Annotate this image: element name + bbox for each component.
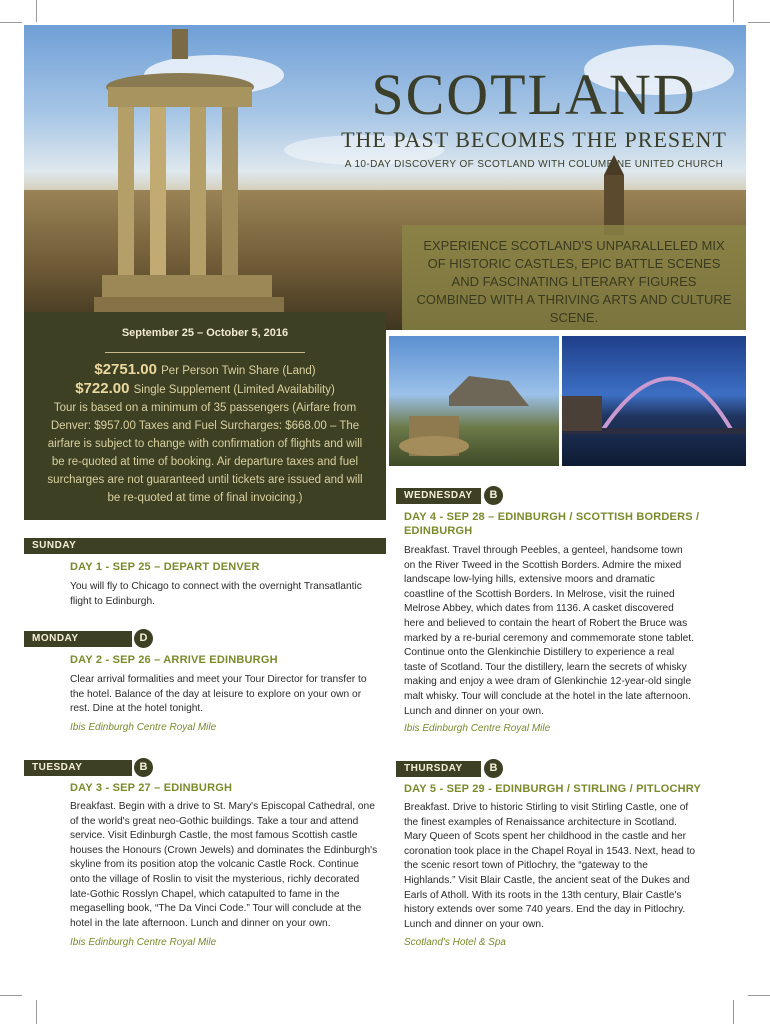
meal-badge-thursday: B [484,759,503,778]
day2-hotel: Ibis Edinburgh Centre Royal Mile [70,722,217,733]
single-price-label: Single Supplement (Limited Availability) [133,384,335,396]
monument-illustration [94,25,294,325]
crop-mark [748,995,770,996]
single-price: $722.00 [75,380,130,397]
day4-body: Breakfast. Travel through Peebles, a genteel, handsome town on the River Tweed in the Scottish Borders. Admire the mixed landscape low-lying hills, extensive moors and dramatic coastline of the Scottish Borders. In Melrose, visit the ruined Melrose Abbey, which dates from 1136. A casket discovered here and believed to contain the heart of Robert the Bruce was marked by a re-burial ceremony and commemorate stone tablet. Continue onto the Glenkinchie Distillery to experience a real taste of Scotland. Tour the distillery, learn the secrets of whisky making and enjoy a wee dram of Glenkinchie 12-year-old single malt whisky. Tour will conclude at the hotel in the late afternoon. Lunch and dinner on your own. [404,545,694,717]
page-tagline: A 10-DAY DISCOVERY OF SCOTLAND WITH COLUMBINE UNITED CHURCH [344,159,724,170]
day2-body: Clear arrival formalities and meet your Tour Director for transfer to the hotel. Balance of the day at leisure to explore on your own or rest. Dine at the hotel tonight. [70,674,367,715]
twin-price-label: Per Person Twin Share (Land) [161,365,316,377]
day5-heading: DAY 5 - SEP 29 - EDINBURGH / STIRLING / PITLOCHRY [404,783,702,795]
crop-mark [0,22,22,23]
meal-badge-wednesday: B [484,486,503,505]
day1-heading: DAY 1 - SEP 25 – DEPART DENVER [70,561,260,573]
castle-photo [389,336,559,466]
title-block [334,62,734,170]
meal-badge-tuesday: B [134,758,153,777]
weekday-bar-wednesday: WEDNESDAY [396,488,481,504]
crop-mark [36,1000,37,1024]
crop-mark [748,22,770,23]
day3-body: Breakfast. Begin with a drive to St. Mary's Episcopal Cathedral, one of the world's great neo-Gothic buildings. Take a tour and attend service. Visit Edinburgh Castle, the most famous Scottish castle houses the Honours (Crown Jewels) and dominates the Edinburgh's skyline from its position atop the volcanic Castle Rock. Continue onto the village of Roslin to visit the mysterious, richly decorated late-Gothic Rosslyn Chapel, which catapulted to fame in the megaselling book, “The Da Vinci Code.” Tour will conclude at the hotel in the late afternoon. Lunch and dinner on your own. [70,801,378,929]
twin-price-line [24,361,386,380]
meal-badge-monday: D [134,629,153,648]
divider [105,352,305,353]
day5-hotel: Scotland's Hotel & Spa [404,937,506,948]
weekday-bar-tuesday: TUESDAY [24,760,132,776]
crop-mark [36,0,37,22]
day5-body: Breakfast. Drive to historic Stirling to visit Stirling Castle, one of the finest examples of Renaissance architecture in Scotland. Mary Queen of Scots spent her childhood in the castle and her coronation took place in the Chapel Royal in 1543. Next, head to the scenic resort town of Pitlochry, the “gateway to the Highlands.” Visit Blair Castle, the ancient seat of the Dukes and Earls of Atholl. With its roots in the 13th century, Blair Castle's history extends over some 740 years. End the day in Pitlochry. Lunch and dinner on your own. [404,802,696,930]
bridge-illustration [562,336,746,466]
pricing-details: Tour is based on a minimum of 35 passengers (Airfare from Denver: $957.00 Taxes and Fuel Surcharges: $668.00 – The airfare is subject to change with confirmation of flights and will be re-quoted at time of booking. Air departure taxes and fuel surcharges are not guaranteed until tickets are issued and will be re-quoted at time of final invoicing.) [47,402,363,504]
day3-heading: DAY 3 - SEP 27 – EDINBURGH [70,782,233,794]
page-subtitle: THE PAST BECOMES THE PRESENT [341,127,727,152]
crop-mark [0,995,22,996]
pricing-panel [24,312,386,520]
weekday-bar-sunday: SUNDAY [24,538,386,554]
page-title: SCOTLAND [371,62,697,127]
tour-dates: September 25 – October 5, 2016 [121,327,289,339]
weekday-bar-monday: MONDAY [24,631,132,647]
single-price-line [24,380,386,399]
castle-illustration [389,336,559,466]
twin-price: $2751.00 [94,361,157,378]
crop-mark [733,1000,734,1024]
weekday-bar-thursday: THURSDAY [396,761,481,777]
day3-hotel: Ibis Edinburgh Centre Royal Mile [70,937,217,948]
crop-mark [733,0,734,22]
intro-box: EXPERIENCE SCOTLAND'S UNPARALLELED MIX OF HISTORIC CASTLES, EPIC BATTLE SCENES AND FASCINATING LITERARY FIGURES COMBINED WITH A THRIVING ARTS AND CULTURE SCENE. [402,225,746,330]
day2-heading: DAY 2 - SEP 26 – ARRIVE EDINBURGH [70,654,278,666]
day1-body: You will fly to Chicago to connect with the overnight Transatlantic flight to Edinburgh. [70,581,362,607]
bridge-photo [562,336,746,466]
day4-heading: DAY 4 - SEP 28 – EDINBURGH / SCOTTISH BORDERS / EDINBURGH [404,511,700,537]
day4-hotel: Ibis Edinburgh Centre Royal Mile [404,723,551,734]
